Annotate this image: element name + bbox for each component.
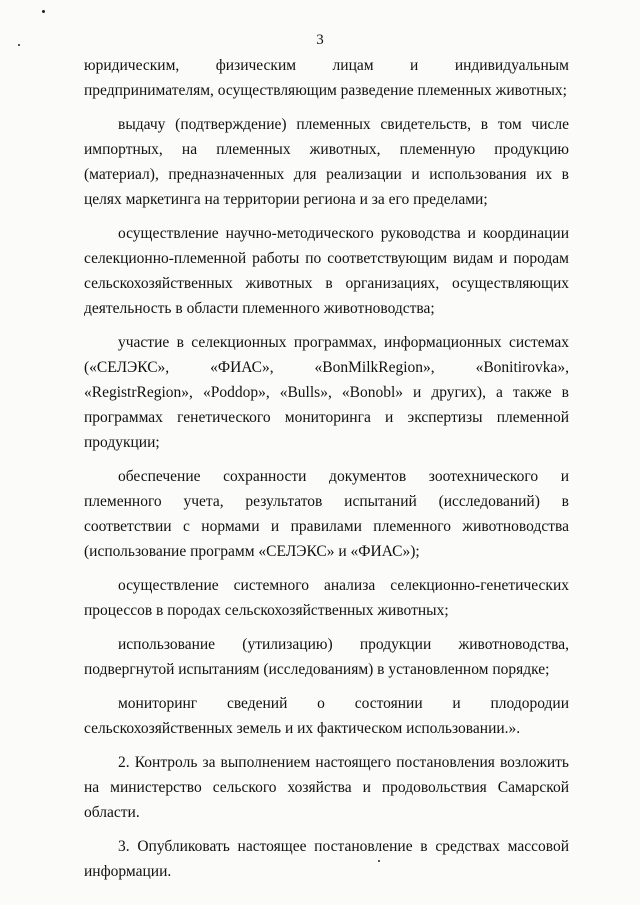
document-body xyxy=(84,53,569,893)
paragraph: 2. Контроль за выполнением настоящего постановления возложить на министерство сельского хозяйства и продовольствия Самарской области. xyxy=(84,754,569,821)
paragraph: выдачу (подтверждение) племенных свидетельств, в том числе импортных, на племенных животных, племенную продукцию (материал), предназначенных для реализации и использования их в целях маркетинга на территории региона и за его пределами; xyxy=(84,116,569,208)
paragraph: мониторинг сведений о состоянии и плодородии сельскохозяйственных земель и их фактическом использовании.». xyxy=(84,695,569,737)
paragraph: использование (утилизацию) продукции животноводства, подвергнутой испытаниям (исследованиям) в установленном порядке; xyxy=(84,636,569,678)
paragraph: юридическим, физическим лицам и индивидуальным предпринимателям, осуществляющим разведение племенных животных; xyxy=(84,57,569,99)
page-number: 3 xyxy=(316,32,324,48)
scan-speck xyxy=(42,10,45,13)
paragraph: осуществление научно-методического руководства и координации селекционно-племенной работы по соответствующим видам и породам сельскохозяйственных животных в организациях, осуществляющих деятельность в области племенного животноводства; xyxy=(84,225,569,317)
paragraph: участие в селекционных программах, информационных системах («СЕЛЭКС», «ФИАС», «BonMilkRegion», «Bonitirovka», «RegistrRegion», «Poddop», «Bulls», «Bonobl» и других), а также в программах генетического мониторинга и экспертизы племенной продукции; xyxy=(84,334,569,451)
paragraph: 3. Опубликовать настоящее постановление в средствах массовой информации. xyxy=(84,838,569,880)
paragraph: осуществление системного анализа селекционно-генетических процессов в породах сельскохозяйственных животных; xyxy=(84,577,569,619)
paragraph: обеспечение сохранности документов зоотехнического и племенного учета, результатов испытаний (исследований) в соответствии с нормами и правилами племенного животноводства (использование программ «СЕЛЭКС» и «ФИАС»); xyxy=(84,468,569,560)
